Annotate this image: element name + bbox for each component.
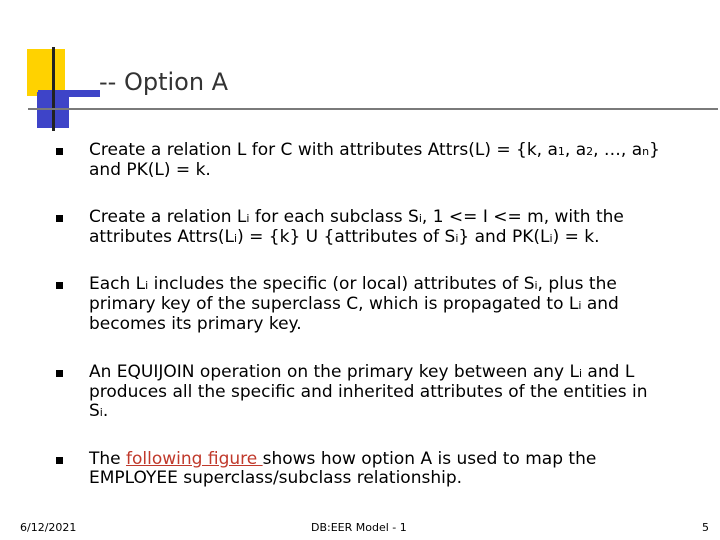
bullet-5-line-2: EMPLOYEE superclass/subclass relationship. — [89, 468, 463, 488]
bullet-3-line-3: becomes its primary key. — [89, 314, 302, 334]
bullet-1-line-2: and PK(L) = k. — [89, 160, 211, 180]
following-figure-link[interactable]: following figure — [126, 449, 263, 469]
bullet-4-line-1: An EQUIJOIN operation on the primary key between any Li and L — [89, 362, 635, 382]
bullet-2-line-2: attributes Attrs(Li) = {k} U {attributes of Si} and PK(Li) = k. — [89, 227, 600, 247]
horizontal-rule — [28, 108, 718, 110]
bullet-3-line-2: primary key of the superclass C, which is propagated to Li and — [89, 294, 619, 314]
page-number: 5 — [702, 521, 709, 534]
footer-date: 6/12/2021 — [20, 521, 77, 534]
bullet-5-line-1: The following figure shows how option A is used to map the — [89, 449, 597, 469]
bullet-marker — [56, 148, 63, 155]
bullet-4-line-2: produces all the specific and inherited attributes of the entities in — [89, 382, 648, 402]
yellow-square-decoration — [27, 49, 65, 96]
bullet-marker — [56, 370, 63, 377]
bullet-3-line-1: Each Li includes the specific (or local) attributes of Si, plus the — [89, 274, 617, 294]
bullet-1-line-1: Create a relation L for C with attributes Attrs(L) = {k, a1, a2, …, an} — [89, 140, 660, 160]
bullet-2-line-1: Create a relation Li for each subclass Si, 1 <= I <= m, with the — [89, 207, 624, 227]
vertical-rule — [52, 47, 55, 131]
blue-bar-decoration — [38, 90, 100, 97]
bullet-4-line-3: Si. — [89, 401, 109, 421]
footer-title: DB:EER Model - 1 — [311, 521, 407, 534]
slide-title: -- Option A — [99, 68, 229, 96]
bullet-marker — [56, 282, 63, 289]
bullet-marker — [56, 457, 63, 464]
bullet-marker — [56, 215, 63, 222]
